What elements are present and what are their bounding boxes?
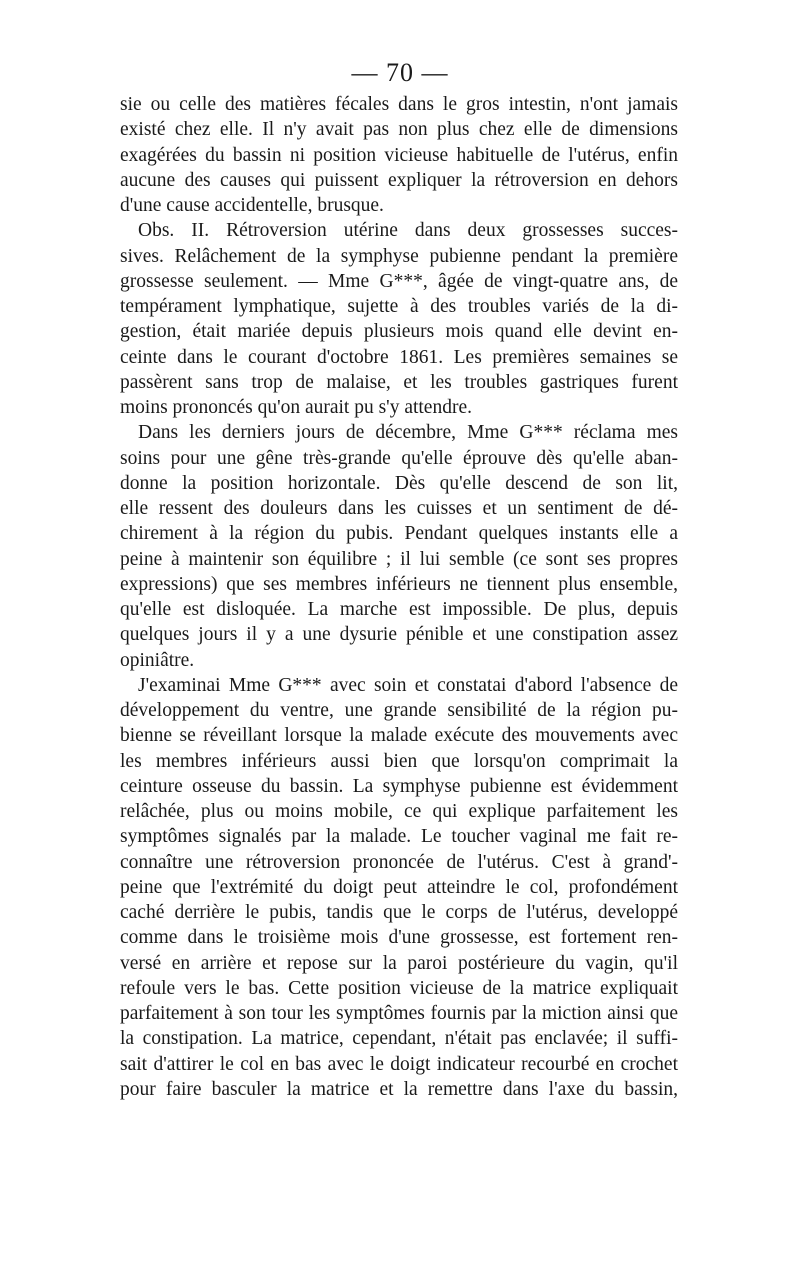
text-line: chirement à la région du pubis. Pendant quelques instants elle a <box>120 523 678 545</box>
text-line: peine à maintenir son équilibre ; il lui semble (ce sont ses propres <box>120 548 678 570</box>
text-line: tempérament lymphatique, sujette à des troubles variés de la di- <box>120 296 678 317</box>
text-line: exagérées du bassin ni position vicieuse habituelle de l'utérus, enfin <box>120 144 678 166</box>
text-line: sie ou celle des matières fécales dans le gros intestin, n'ont jamais <box>120 94 678 115</box>
text-line: quelques jours il y a une dysurie pénible et une constipation assez <box>120 624 678 646</box>
text-line: parfaitement à son tour les symptômes fournis par la miction ainsi que <box>120 1003 678 1024</box>
text-line: passèrent sans trop de malaise, et les troubles gastriques furent <box>120 371 678 393</box>
text-line: Obs. II. Rétroversion utérine dans deux grossesses succes- <box>138 220 678 242</box>
text-line: ceinture osseuse du bassin. La symphyse pubienne est évidemment <box>120 775 678 797</box>
text-line: Dans les derniers jours de décembre, Mme G*** réclama mes <box>138 422 678 444</box>
text-line: grossesse seulement. — Mme G***, âgée de vingt-quatre ans, de <box>120 270 678 292</box>
text-line: opiniâtre. <box>120 649 195 671</box>
text-line: symptômes signalés par la malade. Le toucher vaginal me fait re- <box>120 826 678 848</box>
text-line: soins pour une gêne très-grande qu'elle éprouve dès qu'elle aban- <box>120 447 678 469</box>
text-line: elle ressent des douleurs dans les cuisses et un sentiment de dé- <box>120 498 678 519</box>
text-line: la constipation. La matrice, cependant, n'était pas enclavée; il suffi- <box>120 1028 678 1050</box>
text-line: pour faire basculer la matrice et la remettre dans l'axe du bassin, <box>120 1078 678 1100</box>
text-line: peine que l'extrémité du doigt peut atteindre le col, profondément <box>120 876 678 898</box>
text-line: donne la position horizontale. Dès qu'elle descend de son lit, <box>120 472 678 494</box>
text-line: développement du ventre, une grande sensibilité de la région pu- <box>120 700 678 721</box>
text-line: les membres inférieurs aussi bien que lorsqu'on comprimait la <box>120 750 678 772</box>
text-line: caché derrière le pubis, tandis que le corps de l'utérus, developpé <box>120 902 678 923</box>
text-line: d'une cause accidentelle, brusque. <box>120 195 384 216</box>
text-line: versé en arrière et repose sur la paroi postérieure du vagin, qu'il <box>120 952 678 974</box>
body-text <box>120 92 678 1102</box>
text-line: sait d'attirer le col en bas avec le doigt indicateur recourbé en crochet <box>120 1053 678 1075</box>
text-line: bienne se réveillant lorsque la malade exécute des mouvements avec <box>120 725 678 747</box>
text-line: refoule vers le bas. Cette position vicieuse de la matrice expliquait <box>120 977 678 999</box>
page-number: — 70 — <box>351 58 449 87</box>
text-line: moins prononcés qu'on aurait pu s'y attendre. <box>120 397 472 418</box>
text-line: existé chez elle. Il n'y avait pas non plus chez elle de dimensions <box>120 119 678 141</box>
text-line: comme dans le troisième mois d'une grossesse, est fortement ren- <box>120 927 678 949</box>
text-line: connaître une rétroversion prononcée de l'utérus. C'est à grand'- <box>120 851 678 873</box>
text-line: ceinte dans le courant d'octobre 1861. Les premières semaines se <box>120 346 678 368</box>
text-line: expressions) que ses membres inférieurs ne tiennent plus ensemble, <box>120 573 678 595</box>
text-line: sives. Relâchement de la symphyse pubienne pendant la première <box>120 245 678 267</box>
text-line: aucune des causes qui puissent expliquer la rétroversion en dehors <box>120 169 678 191</box>
text-line: gestion, était mariée depuis plusieurs mois quand elle devint en- <box>120 321 678 343</box>
text-line: qu'elle est disloquée. La marche est impossible. De plus, depuis <box>120 599 678 620</box>
text-line: relâchée, plus ou moins mobile, ce qui explique parfaitement les <box>120 801 678 822</box>
text-line: J'examinai Mme G*** avec soin et constatai d'abord l'absence de <box>138 674 678 696</box>
